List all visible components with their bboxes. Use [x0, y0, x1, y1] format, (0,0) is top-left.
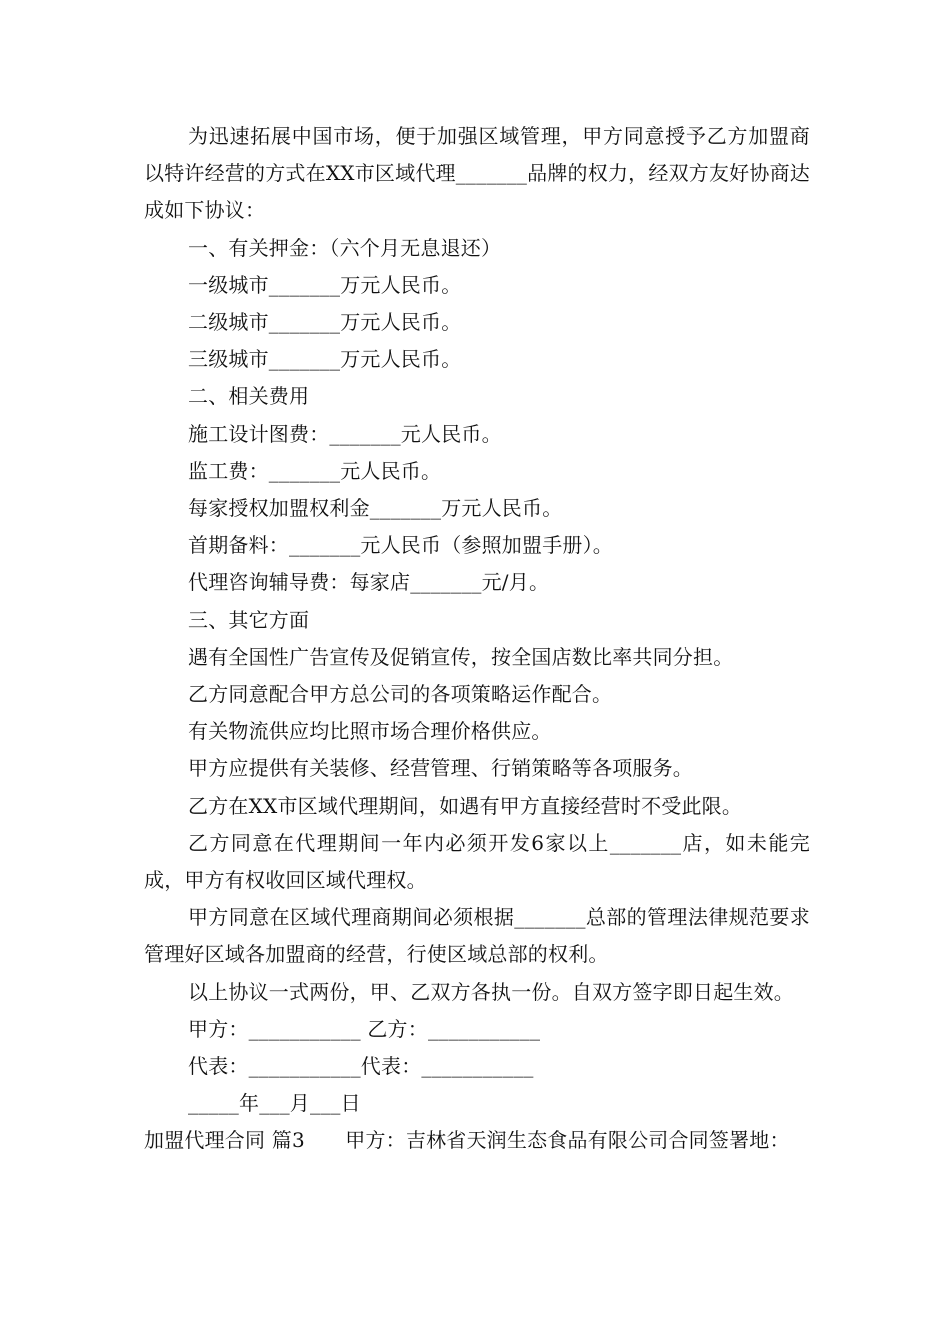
deposit-tier-1: 一级城市_______万元人民币。 — [188, 272, 462, 297]
clause-services: 甲方应提供有关装修、经营管理、行销策略等各项服务。 — [188, 756, 693, 781]
clause-logistics: 有关物流供应均比照市场合理价格供应。 — [188, 719, 552, 744]
next-contract-heading: 加盟代理合同 篇3 甲方：吉林省天润生态食品有限公司合同签署地： — [144, 1128, 790, 1153]
signature-parties: 甲方：___________ 乙方：___________ — [188, 1016, 541, 1041]
fee-consulting: 代理咨询辅导费：每家店_______元/月。 — [188, 570, 550, 595]
clause-direct-operation: 乙方在XX市区域代理期间，如遇有甲方直接经营时不受此限。 — [188, 793, 743, 818]
signature-representatives: 代表：___________代表：___________ — [188, 1054, 534, 1079]
intro-paragraph: 为迅速拓展中国市场，便于加强区域管理，甲方同意授予乙方加盟商以特许经营的方式在XX市区域代理_______品牌的权力，经双方友好协商达成如下协议： — [144, 124, 810, 223]
clause-cooperation: 乙方同意配合甲方总公司的各项策略运作配合。 — [188, 682, 613, 707]
section-heading-deposit: 一、有关押金：（六个月无息退还） — [188, 235, 502, 260]
signature-date: _____年___月___日 — [188, 1091, 361, 1116]
clause-development: 乙方同意在代理期间一年内必须开发6家以上_______店，如未能完成，甲方有权收回区域代理权。 — [144, 830, 810, 893]
clause-advertising: 遇有全国性广告宣传及促销宣传，按全国店数比率共同分担。 — [188, 644, 734, 669]
deposit-tier-3: 三级城市_______万元人民币。 — [188, 347, 462, 372]
fee-initial-stock: 首期备料：_______元人民币（参照加盟手册）。 — [188, 533, 613, 558]
fee-franchise: 每家授权加盟权利金_______万元人民币。 — [188, 496, 563, 521]
section-heading-other: 三、其它方面 — [188, 607, 310, 632]
clause-management: 甲方同意在区域代理商期间必须根据_______总部的管理法律规范要求管理好区域各加盟商的经营，行使区域总部的权利。 — [144, 905, 810, 967]
document-body — [144, 118, 810, 1160]
clause-copies: 以上协议一式两份，甲、乙双方各执一份。自双方签字即日起生效。 — [188, 979, 794, 1004]
fee-supervision: 监工费：_______元人民币。 — [188, 458, 442, 483]
section-heading-fees: 二、相关费用 — [188, 384, 310, 409]
deposit-tier-2: 二级城市_______万元人民币。 — [188, 310, 462, 335]
fee-design: 施工设计图费：_______元人民币。 — [188, 421, 502, 446]
